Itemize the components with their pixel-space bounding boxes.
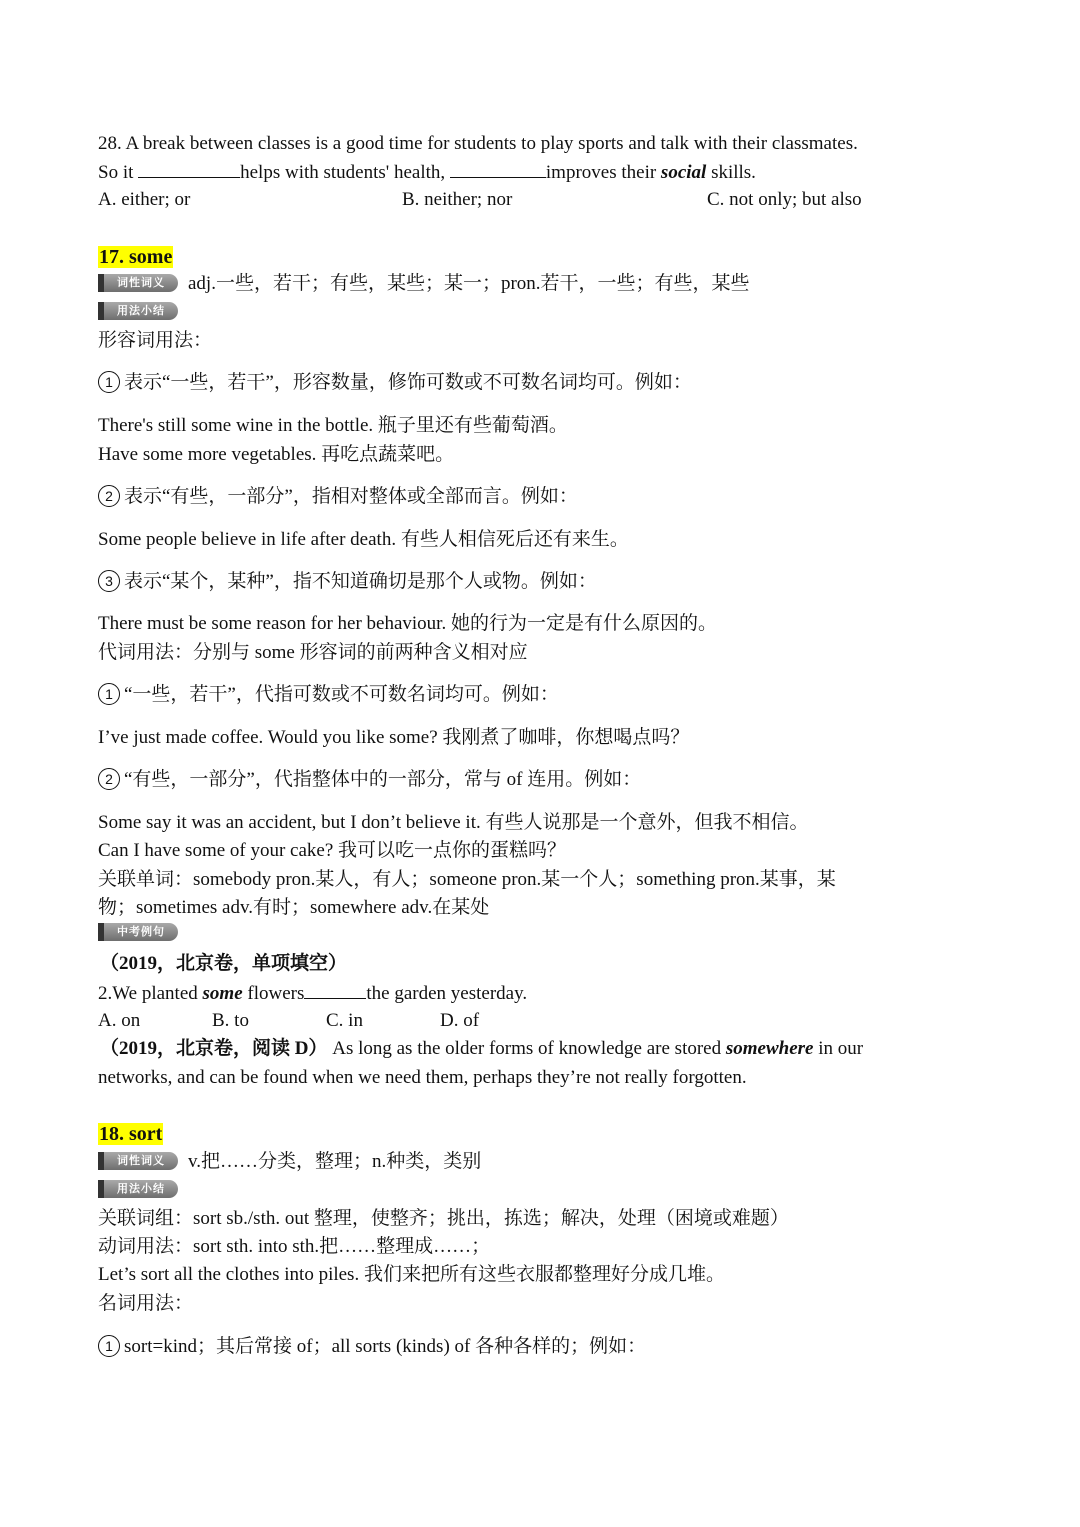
adj-usage-title: 形容词用法： (98, 330, 213, 351)
circled-number: 3 (98, 570, 120, 592)
usage-summary-row (98, 1177, 188, 1203)
answer-blank (450, 159, 546, 178)
answer-blank (304, 980, 366, 999)
some-meaning-row: 词性词义 adj.一些，若干；有些，某些；某一；pron.若干，一些；有些，某些 (98, 271, 750, 297)
sort-related-phrases: 关联词组：sort sb./sth. out 整理，使整齐；挑出，拣选；解决，处理（困境或难题） (98, 1208, 789, 1229)
related-words-line1: 关联单词：somebody pron.某人，有人；someone pron.某一个人；something pron.某事，某 (98, 869, 836, 890)
adj-point-3: 3 表示“某个，某种”，指不知道确切是那个人或物。例如： (98, 569, 597, 595)
example-sentence: Can I have some of your cake? 我可以吃一点你的蛋糕吗？ (98, 840, 567, 861)
usage-summary-tag: 用法小结 (98, 302, 178, 320)
usage-summary-tag: 用法小结 (98, 1180, 178, 1198)
pron-usage-title: 代词用法：分别与 some 形容词的前两种含义相对应 (98, 642, 528, 663)
related-words-line2: 物；sometimes adv.有时；somewhere adv.在某处 (98, 897, 490, 918)
adj-point-1: 1 表示“一些，若干”，形容数量，修饰可数或不可数名词均可。例如： (98, 370, 692, 396)
q28-option-b: B. neither; nor (402, 189, 513, 210)
exam-question: 2.We planted some flowers the garden yesterday. (98, 980, 527, 1007)
entry-heading-some: 17. some (99, 246, 173, 268)
circled-number: 1 (98, 683, 120, 705)
exam-option-a: A. on (98, 1010, 141, 1031)
circled-number: 1 (98, 371, 120, 393)
example-sentence: Some people believe in life after death. 有些人相信死后还有来生。 (98, 529, 629, 550)
noun-usage-title: 名词用法： (98, 1293, 194, 1314)
usage-summary-row (98, 299, 188, 325)
pos-meaning-tag: 词性词义 (98, 274, 178, 292)
reading-example-line2: networks, and can be found when we need them, perhaps they’re not really forgotten. (98, 1067, 747, 1088)
exam-example-row (98, 920, 188, 946)
q28-option-a: A. either; or (98, 189, 191, 210)
example-sentence: There must be some reason for her behaviour. 她的行为一定是有什么原因的。 (98, 613, 717, 634)
noun-point-1: 1 sort=kind；其后常接 of；all sorts (kinds) of 各种各样的；例如： (98, 1334, 646, 1360)
exam-option-d: D. of (440, 1010, 480, 1031)
example-sentence: Let’s sort all the clothes into piles. 我们来把所有这些衣服都整理好分成几堆。 (98, 1264, 725, 1285)
exam-source: （2019，北京卷，单项填空） (100, 953, 348, 974)
reading-example-line1: （2019，北京卷，阅读 D） As long as the older forms of knowledge are stored somewhere in our (100, 1038, 864, 1059)
pron-point-1: 1 “一些，若干”，代指可数或不可数名词均可。例如： (98, 682, 559, 708)
exam-option-c: C. in (326, 1010, 363, 1031)
example-sentence: Have some more vegetables. 再吃点蔬菜吧。 (98, 444, 455, 465)
exam-example-tag: 中考例句 (98, 923, 178, 941)
sort-meaning-row: 词性词义 v.把……分类，整理；n.种类，类别 (98, 1149, 481, 1175)
example-sentence: I’ve just made coffee. Would you like some? 我刚煮了咖啡，你想喝点吗？ (98, 727, 690, 748)
answer-blank (138, 159, 240, 178)
q28-option-c: C. not only; but also (707, 189, 862, 210)
example-sentence: Some say it was an accident, but I don’t believe it. 有些人说那是一个意外，但我不相信。 (98, 812, 809, 833)
pos-meaning-tag: 词性词义 (98, 1152, 178, 1170)
pron-point-2: 2 “有些，一部分”，代指整体中的一部分，常与 of 连用。例如： (98, 767, 641, 793)
circled-number: 2 (98, 485, 120, 507)
entry-heading-sort: 18. sort (99, 1123, 163, 1145)
circled-number: 1 (98, 1335, 120, 1357)
example-sentence: There's still some wine in the bottle. 瓶子里还有些葡萄酒。 (98, 415, 568, 436)
adj-point-2: 2 表示“有些，一部分”，指相对整体或全部而言。例如： (98, 484, 578, 510)
q28-line1: 28. A break between classes is a good time for students to play sports and talk with their classmates. (98, 133, 858, 154)
sort-verb-usage: 动词用法：sort sth. into sth.把……整理成……； (98, 1236, 491, 1257)
exam-option-b: B. to (212, 1010, 249, 1031)
q28-line2: So it helps with students' health, improves their social skills. (98, 159, 756, 186)
circled-number: 2 (98, 768, 120, 790)
